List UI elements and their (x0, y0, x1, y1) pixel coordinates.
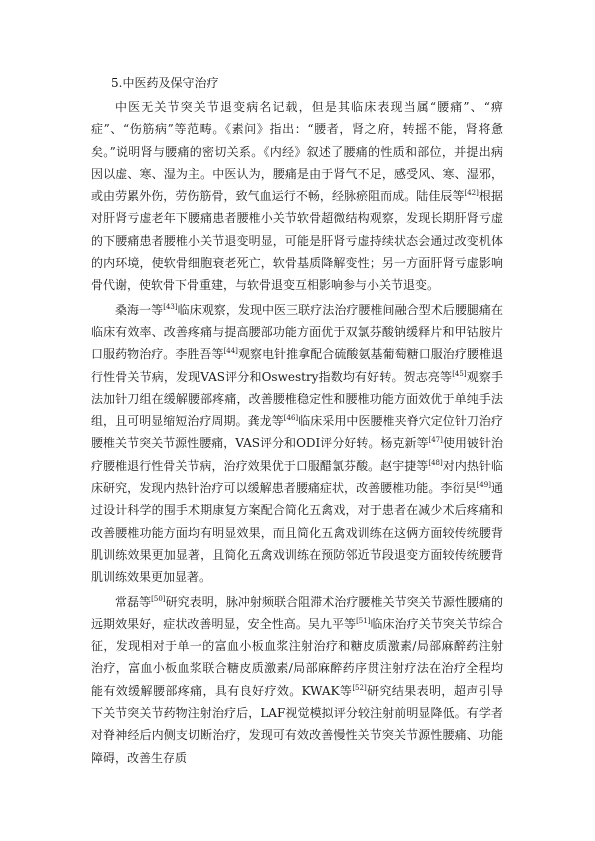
paragraph-text: 使用铍针治疗腰椎退行性骨关节病，治疗效果优于口服醋氯芬酸。赵宇捷等 (91, 436, 503, 473)
paragraph-text: 临床观察，发现中医三联疗法治疗腰椎间融合型术后腰腿痛在临床有效率、改善疼痛与提高腰部功能方面优于双氯芬酸钠缓释片和甲钴胺片口服药物治疗。李胜吾等 (91, 302, 503, 362)
citation-ref: [49] (476, 481, 491, 490)
paragraph-text: 观察手法加针刀组在缓解腰部疼痛，改善腰椎稳定性和腰椎功能方面效优于单纯手法组，且可明显缩短治疗周期。龚龙等 (91, 369, 503, 429)
paragraph (91, 591, 503, 769)
section-heading: 5.中医药及保守治疗 (111, 76, 219, 90)
citation-ref: [52] (352, 683, 367, 692)
citation-ref: [46] (283, 414, 299, 423)
paragraph-text: 临床治疗关节突关节综合征，发现相对于单一的富血小板血浆注射治疗和糖皮质激素/局部麻醉药注射治疗，富血小板血浆联合糖皮质激素/局部麻醉药序贯注射疗法在治疗全程均能有效缓解腰部疼痛，具有良好疗效。KWAK等 (91, 616, 503, 698)
paragraph-text: 观察电针推拿配合硫酸氨基葡萄糖口服治疗腰椎退行性骨关节病，发现VAS评分和Oswestry指数均有好转。贺志亮等 (91, 347, 503, 384)
citation-ref: [45] (452, 369, 467, 378)
citation-ref: [43] (163, 302, 178, 311)
paragraph-text: 研究结果表明，超声引导下关节突关节药物注射治疗后，LAF视觉模拟评分较注射前明显降低。有学者对脊神经后内侧支切断治疗，发现可有效改善慢性关节突关节源性腰痛、功能障碍，改善生存质 (91, 683, 503, 765)
paragraph (91, 96, 503, 297)
citation-ref: [50] (151, 594, 166, 603)
citation-ref: [44] (223, 347, 238, 356)
citation-ref: [42] (464, 189, 479, 198)
paragraph-text: 常磊等 (115, 594, 152, 609)
paragraph-text: 根据对肝肾亏虚老年下腰痛患者腰椎小关节软骨超微结构观察，发现长期肝肾亏虚的下腰痛患者腰椎小关节退变明显，可能是肝肾亏虚持续状态会通过改变机体的内环境，使软骨细胞衰老死亡，软骨基质降解变性；另一方面肝肾亏虚影响骨代谢，使软骨下骨重建，与软骨退变互相影响参与小关节退变。 (91, 189, 503, 293)
citation-ref: [47] (428, 436, 443, 445)
paragraph-text: 临床采用中医腰椎夹脊穴定位针刀治疗腰椎关节突关节源性腰痛，VAS评分和ODI评分好转。杨克新等 (91, 414, 503, 451)
paragraph-text: 中医无关节突关节退变病名记载，但是其临床表现当属“腰痛”、“痹症”、“伤筋病”等范畴。《素问》指出：“腰者，肾之府，转摇不能，肾将惫矣。”说明肾与腰痛的密切关系。《内经》叙述了腰痛的性质和部位，并提出病因以虚、寒、湿为主。中医认为，腰痛是由于肾气不足，感受风、寒、湿邪，或由劳累外伤，劳伤筋骨，致气血运行不畅，经脉瘀阻而成。陆佳辰等 (91, 100, 503, 204)
paragraph-container (91, 96, 503, 769)
paragraph (91, 299, 503, 589)
citation-ref: [51] (356, 616, 371, 625)
paragraph-text: 研究表明，脉冲射频联合阻滞术治疗腰椎关节突关节源性腰痛的远期效果好，症状改善明显，安全性高。吴九平等 (91, 594, 503, 631)
paragraph-text: 桑海一等 (115, 302, 164, 317)
citation-ref: [48] (428, 458, 443, 467)
paragraph-text: 通过设计科学的围手术期康复方案配合简化五禽戏，对于患者在减少术后疼痛和改善腰椎功能方面均有明显效果，而且简化五禽戏训练在这俩方面较传统腰背肌训练效果更加显著，且简化五禽戏训练在预防邻近节段退变方面较传统腰背肌训练效果更加显著。 (91, 481, 503, 585)
text-body (91, 72, 503, 771)
paragraph-text: 对内热针临床研究，发现内热针治疗可以缓解患者腰痛症状，改善腰椎功能。李衍昊 (91, 458, 503, 496)
